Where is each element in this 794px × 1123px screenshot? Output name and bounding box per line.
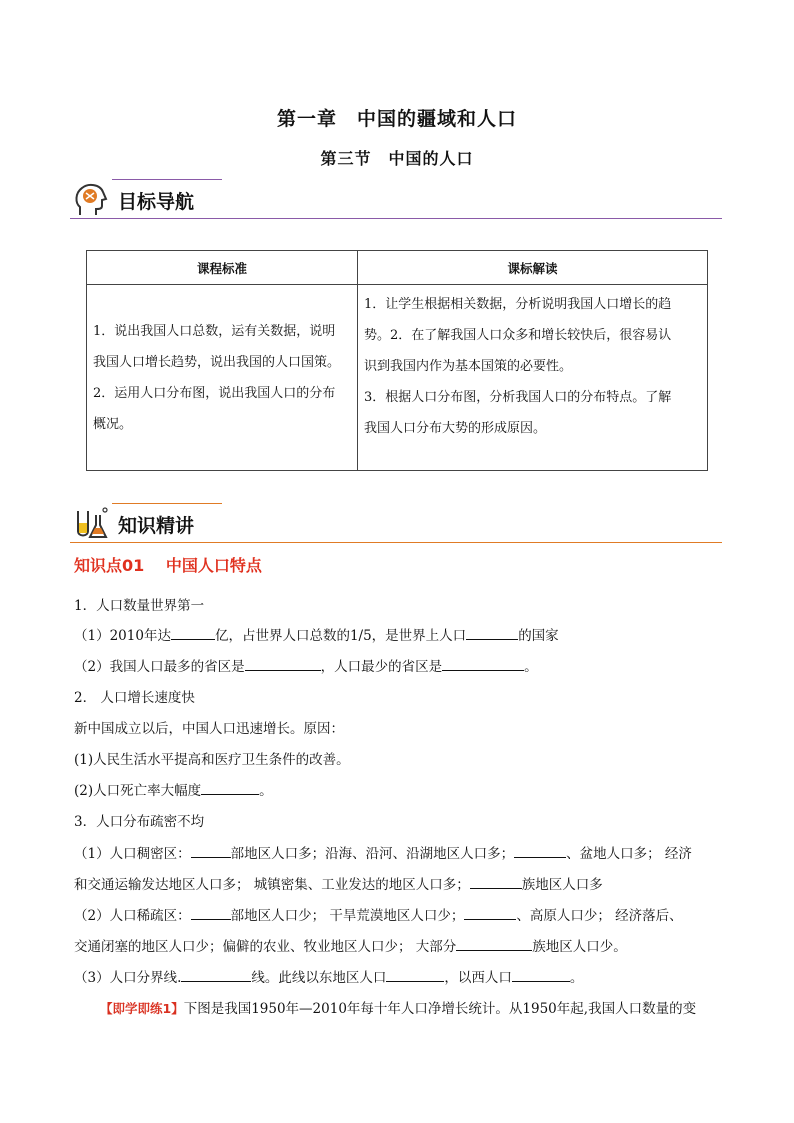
fill-blank[interactable] (470, 874, 522, 889)
exercise-text: 下图是我国1950年—2010年每十年人口净增长统计。从1950年起,我国人口数量的变 (183, 1001, 697, 1017)
section-title: 第三节 中国的人口 (320, 149, 474, 168)
fill-blank[interactable] (171, 625, 215, 640)
text-line: (2)人口死亡率大幅度 。 (74, 779, 273, 799)
standards-table (86, 250, 708, 471)
text-line: （1）人口稠密区： 部地区人口多；沿海、沿河、沿湖地区人口多； 、盆地人口多； 经济 (74, 842, 692, 862)
interpretation-line: 识到我国内作为基本国策的必要性。 (364, 359, 573, 374)
knowledge-point-title: 知识点01 中国人口特点 (74, 556, 262, 575)
table-header-standard: 课程标准 (87, 251, 358, 285)
header-underline (70, 542, 722, 543)
text-line: （1）2010年达 亿，占世界人口总数的1/5，是世界上人口 的国家 (74, 624, 559, 644)
fill-blank[interactable] (512, 967, 570, 982)
text-line: 新中国成立以后，中国人口迅速增长。原因： (74, 721, 344, 737)
exercise-line (100, 997, 696, 1017)
header-underline (70, 218, 722, 219)
interpretation-line: 势。2．在了解我国人口众多和增长较快后，很容易认 (364, 328, 672, 343)
standard-line: 2．运用人口分布图，说出我国人口的分布 (93, 385, 336, 401)
fill-blank[interactable] (191, 843, 231, 858)
goal-section-header (70, 179, 722, 219)
text-line: 交通闭塞的地区人口少；偏僻的农业、牧业地区人口少； 大部分 族地区人口少。 (74, 935, 627, 955)
fill-blank[interactable] (181, 967, 251, 982)
goal-section-title: 目标导航 (118, 191, 195, 213)
standard-line: 我国人口增长趋势，说出我国的人口国策。 (93, 354, 341, 370)
text-line: 3．人口分布疏密不均 (74, 814, 205, 830)
fill-blank[interactable] (464, 905, 516, 920)
interpretation-line: 我国人口分布大势的形成原因。 (364, 421, 547, 436)
fill-blank[interactable] (201, 780, 259, 795)
interpretation-line: 3．根据人口分布图，分析我国人口的分布特点。了解 (364, 390, 672, 405)
standard-line: 1．说出我国人口总数，运有关数据，说明 (93, 323, 336, 339)
chapter-title: 第一章 中国的疆域和人口 (276, 108, 517, 130)
fill-blank[interactable] (514, 843, 566, 858)
standard-cell (87, 285, 358, 471)
interpretation-cell (358, 285, 708, 471)
fill-blank[interactable] (466, 625, 518, 640)
table-header-interpretation: 课标解读 (358, 251, 708, 285)
knowledge-section-header (70, 503, 722, 543)
header-top-line (112, 503, 222, 504)
standard-line: 概况。 (93, 416, 133, 432)
fill-blank[interactable] (245, 656, 321, 671)
fill-blank[interactable] (456, 936, 532, 951)
text-line: (1)人民生活水平提高和医疗卫生条件的改善。 (74, 752, 350, 768)
text-line: 1．人口数量世界第一 (74, 598, 205, 614)
head-brain-icon (72, 181, 110, 217)
flask-icon (72, 505, 110, 541)
interpretation-line: 1．让学生根据相关数据，分析说明我国人口增长的趋 (364, 297, 672, 312)
text-line: 和交通运输发达地区人口多； 城镇密集、工业发达的地区人口多； 族地区人口多 (74, 873, 603, 893)
text-line: （2）人口稀疏区： 部地区人口少； 干旱荒漠地区人口少； 、高原人口少； 经济落后、 (74, 904, 683, 924)
fill-blank[interactable] (442, 656, 524, 671)
fill-blank[interactable] (191, 905, 231, 920)
fill-blank[interactable] (386, 967, 444, 982)
text-line: （3）人口分界线. 线。此线以东地区人口 ，以西人口 。 (74, 966, 583, 986)
text-line: （2）我国人口最多的省区是 ，人口最少的省区是 。 (74, 655, 538, 675)
text-line: 2． 人口增长速度快 (74, 690, 195, 706)
knowledge-section-title: 知识精讲 (118, 515, 195, 537)
exercise-label: 【即学即练1】 (100, 1001, 184, 1016)
header-top-line (112, 179, 222, 180)
